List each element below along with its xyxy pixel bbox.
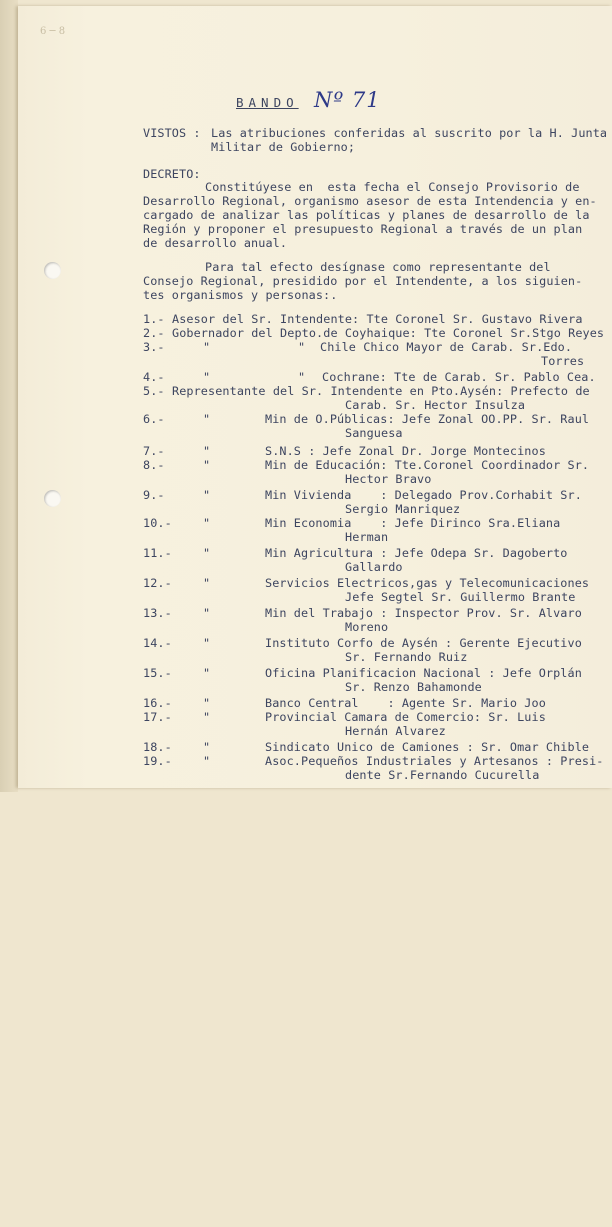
- list-item: Provincial Camara de Comercio: Sr. Luis: [265, 710, 546, 724]
- list-item: Oficina Planificacion Nacional : Jefe Orplán: [265, 666, 582, 680]
- paragraph-line: Para tal efecto desígnase como representante del: [205, 260, 551, 274]
- list-item: Cochrane: Tte de Carab. Sr. Pablo Cea.: [322, 370, 596, 384]
- item-number: 12.-: [143, 576, 172, 590]
- binding-edge: [0, 0, 18, 792]
- list-item: Chile Chico Mayor de Carab. Sr.Edo.: [320, 340, 573, 354]
- item-number: 4.-: [143, 370, 165, 384]
- ditto-mark: ": [203, 740, 211, 754]
- document-title: BANDO: [236, 95, 299, 110]
- ditto-mark: ": [203, 576, 211, 590]
- item-number: 7.-: [143, 444, 165, 458]
- ditto-mark: ": [203, 340, 211, 354]
- list-item: Gallardo: [345, 560, 403, 574]
- paragraph-line: Consejo Regional, presidido por el Intendente, a los siguien-: [143, 274, 583, 288]
- ditto-mark: ": [203, 488, 211, 502]
- list-item: Sr. Renzo Bahamonde: [345, 680, 482, 694]
- ditto-mark: ": [203, 754, 211, 768]
- item-number: 13.-: [143, 606, 172, 620]
- decreto-label: DECRETO:: [143, 167, 201, 181]
- item-number: 5.-: [143, 384, 165, 398]
- list-item: Sindicato Unico de Camiones : Sr. Omar Chible: [265, 740, 590, 754]
- list-item: dente Sr.Fernando Cucurella: [345, 768, 540, 782]
- item-number: 19.-: [143, 754, 172, 768]
- ditto-mark: ": [203, 696, 211, 710]
- list-item: Carab. Sr. Hector Insulza: [345, 398, 526, 412]
- list-item: Moreno: [345, 620, 389, 634]
- paragraph-line: de desarrollo anual.: [143, 236, 288, 250]
- ditto-mark: ": [203, 606, 211, 620]
- list-item: Min Agricultura : Jefe Odepa Sr. Dagoberto: [265, 546, 568, 560]
- paragraph-line: tes organismos y personas:.: [143, 288, 338, 302]
- paragraph-line: Región y proponer el presupuesto Regional a través de un plan: [143, 222, 583, 236]
- punch-hole: [44, 490, 61, 507]
- list-item: Sergio Manriquez: [345, 502, 461, 516]
- item-number: 1.-: [143, 312, 165, 326]
- item-number: 14.-: [143, 636, 172, 650]
- list-item: S.N.S : Jefe Zonal Dr. Jorge Montecinos: [265, 444, 546, 458]
- list-item: Herman: [345, 530, 389, 544]
- ditto-mark: ": [203, 710, 211, 724]
- list-item: Banco Central : Agente Sr. Mario Joo: [265, 696, 546, 710]
- item-number: 10.-: [143, 516, 172, 530]
- list-item: Sanguesa: [345, 426, 403, 440]
- item-number: 8.-: [143, 458, 165, 472]
- list-item: Jefe Segtel Sr. Guillermo Brante: [345, 590, 576, 604]
- paragraph-line: Desarrollo Regional, organismo asesor de esta Intendencia y en-: [143, 194, 597, 208]
- ditto-mark: ": [203, 546, 211, 560]
- ditto-mark: ": [203, 516, 211, 530]
- ditto-mark: ": [203, 412, 211, 426]
- vistos-line: Las atribuciones conferidas al suscrito por la H. Junta: [211, 126, 608, 140]
- item-number: 3.-: [143, 340, 165, 354]
- list-item: Min Economia : Jefe Dirinco Sra.Eliana: [265, 516, 561, 530]
- ditto-mark: ": [298, 370, 306, 384]
- ditto-mark: ": [203, 458, 211, 472]
- list-item: Hernán Alvarez: [345, 724, 446, 738]
- item-number: 2.-: [143, 326, 165, 340]
- list-item: Min de Educación: Tte.Coronel Coordinador Sr.: [265, 458, 590, 472]
- list-item: Instituto Corfo de Aysén : Gerente Ejecutivo: [265, 636, 582, 650]
- item-number: 17.-: [143, 710, 172, 724]
- vistos-line: Militar de Gobierno;: [211, 140, 356, 154]
- paragraph-line: cargado de analizar las políticas y planes de desarrollo de la: [143, 208, 590, 222]
- ditto-mark: ": [203, 370, 211, 384]
- item-number: 15.-: [143, 666, 172, 680]
- list-item: Representante del Sr. Intendente en Pto.Aysén: Prefecto de: [172, 384, 590, 398]
- list-item: Hector Bravo: [345, 472, 432, 486]
- vistos-label: VISTOS :: [143, 126, 201, 140]
- list-item: Asoc.Pequeños Industriales y Artesanos : Presi-: [265, 754, 604, 768]
- list-item: Servicios Electricos,gas y Telecomunicaciones: [265, 576, 590, 590]
- ditto-mark: ": [203, 666, 211, 680]
- list-item: Torres: [541, 354, 585, 368]
- ditto-mark: ": [203, 636, 211, 650]
- item-number: 6.-: [143, 412, 165, 426]
- item-number: 16.-: [143, 696, 172, 710]
- punch-hole: [44, 262, 61, 279]
- list-item: Gobernador del Depto.de Coyhaique: Tte Coronel Sr.Stgo Reyes: [172, 326, 605, 340]
- handwritten-number: Nº 71: [314, 88, 381, 112]
- item-number: 11.-: [143, 546, 172, 560]
- ditto-mark: ": [298, 340, 306, 354]
- paragraph-line: Constitúyese en esta fecha el Consejo Provisorio de: [205, 180, 580, 194]
- list-item: Min del Trabajo : Inspector Prov. Sr. Alvaro: [265, 606, 582, 620]
- item-number: 9.-: [143, 488, 165, 502]
- list-item: Sr. Fernando Ruiz: [345, 650, 468, 664]
- list-item: Asesor del Sr. Intendente: Tte Coronel Sr. Gustavo Rivera: [172, 312, 583, 326]
- pencil-mark: 6 ─ 8: [40, 26, 66, 37]
- list-item: Min de O.Públicas: Jefe Zonal OO.PP. Sr. Raul: [265, 412, 590, 426]
- ditto-mark: ": [203, 444, 211, 458]
- list-item: Min Vivienda : Delegado Prov.Corhabit Sr.: [265, 488, 582, 502]
- item-number: 18.-: [143, 740, 172, 754]
